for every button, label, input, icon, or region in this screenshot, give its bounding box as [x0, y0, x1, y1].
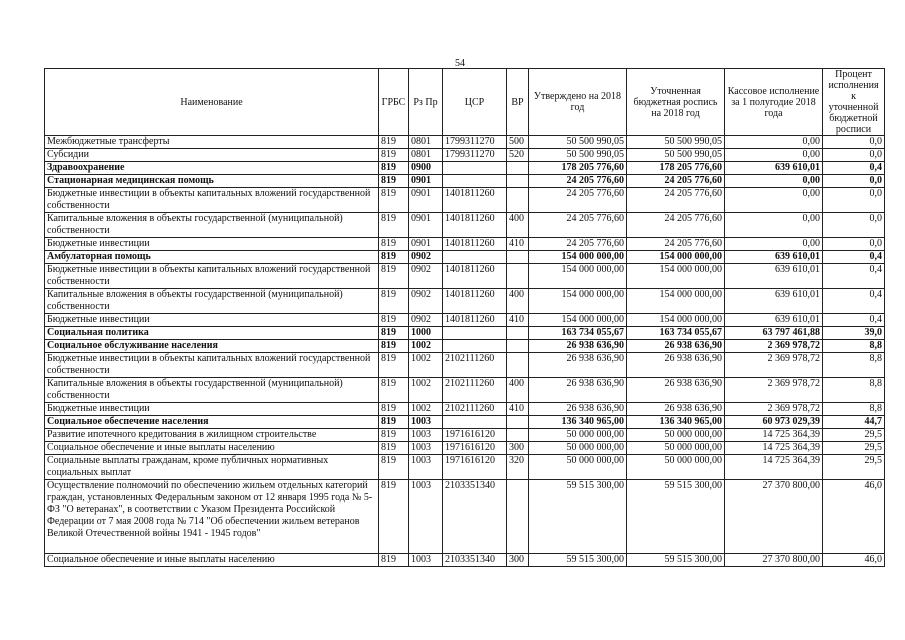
- table-row: [45, 289, 885, 314]
- cell-vr: [507, 353, 529, 378]
- cell-cash: 2 369 978,72: [725, 340, 823, 353]
- table-row: [45, 480, 885, 554]
- table-row: [45, 378, 885, 403]
- cell-rzpr: 0901: [409, 238, 443, 251]
- cell-rzpr: 0801: [409, 149, 443, 162]
- table-row: [45, 353, 885, 378]
- cell-approved: 50 000 000,00: [529, 442, 627, 455]
- cell-name: Капитальные вложения в объекты государственной (муниципальной) собственности: [45, 378, 379, 403]
- cell-csr: 2102111260: [443, 353, 507, 378]
- cell-rzpr: 0901: [409, 188, 443, 213]
- cell-grbs: 819: [379, 554, 409, 567]
- cell-pct: 0,4: [823, 314, 885, 327]
- cell-pct: 29,5: [823, 455, 885, 480]
- table-row: [45, 136, 885, 149]
- cell-rzpr: 0900: [409, 162, 443, 175]
- cell-cash: 639 610,01: [725, 264, 823, 289]
- cell-refined: 50 000 000,00: [627, 429, 725, 442]
- cell-csr: 1401811260: [443, 213, 507, 238]
- cell-vr: 300: [507, 442, 529, 455]
- cell-vr: 500: [507, 136, 529, 149]
- cell-name: Социальное обеспечение и иные выплаты населению: [45, 554, 379, 567]
- table-row: [45, 149, 885, 162]
- cell-approved: 154 000 000,00: [529, 251, 627, 264]
- cell-cash: 2 369 978,72: [725, 353, 823, 378]
- table-row: [45, 327, 885, 340]
- cell-name: Бюджетные инвестиции: [45, 238, 379, 251]
- cell-rzpr: 0901: [409, 175, 443, 188]
- cell-approved: 24 205 776,60: [529, 188, 627, 213]
- column-header-rzpr: Рз Пр: [409, 69, 443, 136]
- table-row: [45, 175, 885, 188]
- cell-approved: 178 205 776,60: [529, 162, 627, 175]
- cell-approved: 26 938 636,90: [529, 340, 627, 353]
- cell-name: Бюджетные инвестиции в объекты капитальных вложений государственной собственности: [45, 353, 379, 378]
- cell-refined: 178 205 776,60: [627, 162, 725, 175]
- cell-grbs: 819: [379, 314, 409, 327]
- cell-rzpr: 0902: [409, 264, 443, 289]
- cell-vr: [507, 327, 529, 340]
- table-body: [45, 136, 885, 567]
- cell-rzpr: 1002: [409, 403, 443, 416]
- cell-rzpr: 1003: [409, 455, 443, 480]
- cell-approved: 59 515 300,00: [529, 554, 627, 567]
- cell-refined: 59 515 300,00: [627, 554, 725, 567]
- cell-refined: 26 938 636,90: [627, 353, 725, 378]
- column-header-name: Наименование: [45, 69, 379, 136]
- table-row: [45, 429, 885, 442]
- cell-vr: 400: [507, 378, 529, 403]
- table-row: [45, 554, 885, 567]
- cell-cash: 0,00: [725, 175, 823, 188]
- cell-refined: 26 938 636,90: [627, 340, 725, 353]
- cell-rzpr: 1002: [409, 378, 443, 403]
- cell-vr: [507, 188, 529, 213]
- column-header-pct: Процент исполнения к уточненной бюджетной росписи: [823, 69, 885, 136]
- cell-refined: 24 205 776,60: [627, 188, 725, 213]
- table-row: [45, 251, 885, 264]
- cell-csr: 1799311270: [443, 149, 507, 162]
- cell-csr: 1799311270: [443, 136, 507, 149]
- cell-refined: 59 515 300,00: [627, 480, 725, 554]
- cell-refined: 24 205 776,60: [627, 213, 725, 238]
- cell-grbs: 819: [379, 455, 409, 480]
- cell-cash: 27 370 800,00: [725, 480, 823, 554]
- cell-approved: 26 938 636,90: [529, 378, 627, 403]
- cell-approved: 24 205 776,60: [529, 213, 627, 238]
- cell-vr: [507, 162, 529, 175]
- cell-name: Социальное обеспечение населения: [45, 416, 379, 429]
- cell-approved: 50 000 000,00: [529, 429, 627, 442]
- cell-cash: 639 610,01: [725, 162, 823, 175]
- cell-grbs: 819: [379, 213, 409, 238]
- cell-grbs: 819: [379, 353, 409, 378]
- cell-name: Амбулаторная помощь: [45, 251, 379, 264]
- cell-pct: 46,0: [823, 480, 885, 554]
- cell-pct: 0,0: [823, 175, 885, 188]
- column-header-refined: Уточненная бюджетная роспись на 2018 год: [627, 69, 725, 136]
- cell-cash: 2 369 978,72: [725, 403, 823, 416]
- cell-pct: 0,0: [823, 149, 885, 162]
- cell-cash: 2 369 978,72: [725, 378, 823, 403]
- cell-csr: [443, 251, 507, 264]
- cell-csr: 1971616120: [443, 455, 507, 480]
- cell-pct: 44,7: [823, 416, 885, 429]
- cell-approved: 154 000 000,00: [529, 289, 627, 314]
- cell-approved: 163 734 055,67: [529, 327, 627, 340]
- cell-vr: 400: [507, 289, 529, 314]
- cell-csr: [443, 340, 507, 353]
- cell-cash: 0,00: [725, 238, 823, 251]
- cell-cash: 27 370 800,00: [725, 554, 823, 567]
- cell-approved: 24 205 776,60: [529, 238, 627, 251]
- cell-cash: 0,00: [725, 136, 823, 149]
- cell-rzpr: 1000: [409, 327, 443, 340]
- cell-csr: 1971616120: [443, 442, 507, 455]
- table-row: [45, 416, 885, 429]
- cell-csr: 1401811260: [443, 289, 507, 314]
- cell-vr: [507, 480, 529, 554]
- cell-cash: 14 725 364,39: [725, 455, 823, 480]
- page-number: 54: [455, 58, 465, 69]
- cell-grbs: 819: [379, 238, 409, 251]
- cell-refined: 50 000 000,00: [627, 455, 725, 480]
- cell-refined: 154 000 000,00: [627, 251, 725, 264]
- table-row: [45, 213, 885, 238]
- cell-refined: 24 205 776,60: [627, 175, 725, 188]
- cell-refined: 136 340 965,00: [627, 416, 725, 429]
- cell-name: Здравоохранение: [45, 162, 379, 175]
- cell-approved: 136 340 965,00: [529, 416, 627, 429]
- cell-rzpr: 0801: [409, 136, 443, 149]
- cell-rzpr: 0902: [409, 251, 443, 264]
- cell-vr: [507, 175, 529, 188]
- cell-pct: 0,0: [823, 136, 885, 149]
- cell-refined: 26 938 636,90: [627, 378, 725, 403]
- cell-grbs: 819: [379, 289, 409, 314]
- cell-csr: 2102111260: [443, 378, 507, 403]
- cell-name: Бюджетные инвестиции в объекты капитальных вложений государственной собственности: [45, 188, 379, 213]
- cell-refined: 50 500 990,05: [627, 136, 725, 149]
- cell-pct: 46,0: [823, 554, 885, 567]
- cell-grbs: 819: [379, 442, 409, 455]
- cell-csr: 1401811260: [443, 238, 507, 251]
- table-row: [45, 264, 885, 289]
- cell-vr: 410: [507, 403, 529, 416]
- cell-name: Осуществление полномочий по обеспечению жильем отдельных категорий граждан, установленных Федеральным законом от 12 января 1995 года № 5-ФЗ "О ветеранах", в соответствии с Указом Президента Российской Федерации от 7 мая 2008 года № 714 "Об обеспечении жильем ветеранов Великой Отечественной войны 1941 - 1945 годов": [45, 480, 379, 554]
- table-row: [45, 340, 885, 353]
- cell-pct: 29,5: [823, 442, 885, 455]
- cell-rzpr: 1003: [409, 480, 443, 554]
- cell-rzpr: 1003: [409, 429, 443, 442]
- cell-pct: 0,4: [823, 162, 885, 175]
- cell-pct: 8,8: [823, 340, 885, 353]
- cell-name: Развитие ипотечного кредитования в жилищном строительстве: [45, 429, 379, 442]
- cell-cash: 14 725 364,39: [725, 442, 823, 455]
- table-row: [45, 188, 885, 213]
- cell-pct: 8,8: [823, 378, 885, 403]
- cell-pct: 8,8: [823, 353, 885, 378]
- cell-approved: 26 938 636,90: [529, 353, 627, 378]
- cell-grbs: 819: [379, 327, 409, 340]
- cell-name: Бюджетные инвестиции: [45, 403, 379, 416]
- cell-vr: 410: [507, 238, 529, 251]
- cell-csr: 1401811260: [443, 188, 507, 213]
- cell-cash: 63 797 461,88: [725, 327, 823, 340]
- cell-csr: [443, 416, 507, 429]
- cell-approved: 50 000 000,00: [529, 455, 627, 480]
- cell-approved: 154 000 000,00: [529, 264, 627, 289]
- cell-refined: 163 734 055,67: [627, 327, 725, 340]
- cell-name: Бюджетные инвестиции: [45, 314, 379, 327]
- cell-csr: 1401811260: [443, 314, 507, 327]
- cell-cash: 639 610,01: [725, 289, 823, 314]
- cell-approved: 50 500 990,05: [529, 136, 627, 149]
- cell-cash: 60 973 029,39: [725, 416, 823, 429]
- cell-vr: [507, 429, 529, 442]
- cell-name: Стационарная медицинская помощь: [45, 175, 379, 188]
- cell-grbs: 819: [379, 416, 409, 429]
- cell-cash: 639 610,01: [725, 251, 823, 264]
- cell-grbs: 819: [379, 136, 409, 149]
- cell-name: Социальные выплаты гражданам, кроме публичных нормативных социальных выплат: [45, 455, 379, 480]
- cell-approved: 50 500 990,05: [529, 149, 627, 162]
- cell-approved: 26 938 636,90: [529, 403, 627, 416]
- cell-name: Социальное обеспечение и иные выплаты населению: [45, 442, 379, 455]
- cell-pct: 0,0: [823, 238, 885, 251]
- column-header-grbs: ГРБС: [379, 69, 409, 136]
- column-header-cash: Кассовое исполнение за 1 полугодие 2018 года: [725, 69, 823, 136]
- cell-cash: 639 610,01: [725, 314, 823, 327]
- table-row: [45, 314, 885, 327]
- cell-rzpr: 1002: [409, 340, 443, 353]
- cell-grbs: 819: [379, 340, 409, 353]
- budget-execution-table: [44, 68, 885, 567]
- cell-cash: 0,00: [725, 188, 823, 213]
- cell-rzpr: 0902: [409, 289, 443, 314]
- cell-pct: 39,0: [823, 327, 885, 340]
- cell-approved: 154 000 000,00: [529, 314, 627, 327]
- table-header-row: [45, 69, 885, 136]
- cell-approved: 59 515 300,00: [529, 480, 627, 554]
- cell-rzpr: 0902: [409, 314, 443, 327]
- cell-pct: 0,4: [823, 289, 885, 314]
- cell-grbs: 819: [379, 175, 409, 188]
- cell-vr: 410: [507, 314, 529, 327]
- cell-grbs: 819: [379, 264, 409, 289]
- cell-csr: 2103351340: [443, 554, 507, 567]
- cell-pct: 0,4: [823, 264, 885, 289]
- cell-name: Субсидии: [45, 149, 379, 162]
- cell-name: Социальная политика: [45, 327, 379, 340]
- cell-cash: 0,00: [725, 213, 823, 238]
- cell-refined: 50 500 990,05: [627, 149, 725, 162]
- cell-refined: 154 000 000,00: [627, 289, 725, 314]
- cell-pct: 0,0: [823, 188, 885, 213]
- cell-grbs: 819: [379, 162, 409, 175]
- cell-vr: [507, 416, 529, 429]
- cell-vr: [507, 264, 529, 289]
- cell-pct: 29,5: [823, 429, 885, 442]
- table-row: [45, 455, 885, 480]
- column-header-csr: ЦСР: [443, 69, 507, 136]
- table-row: [45, 403, 885, 416]
- cell-csr: 2103351340: [443, 480, 507, 554]
- table-row: [45, 442, 885, 455]
- cell-vr: 400: [507, 213, 529, 238]
- cell-csr: [443, 327, 507, 340]
- cell-vr: 300: [507, 554, 529, 567]
- cell-rzpr: 1003: [409, 442, 443, 455]
- cell-grbs: 819: [379, 149, 409, 162]
- cell-pct: 0,0: [823, 213, 885, 238]
- cell-refined: 50 000 000,00: [627, 442, 725, 455]
- cell-pct: 8,8: [823, 403, 885, 416]
- column-header-approved: Утверждено на 2018 год: [529, 69, 627, 136]
- cell-rzpr: 1003: [409, 554, 443, 567]
- cell-name: Капитальные вложения в объекты государственной (муниципальной) собственности: [45, 289, 379, 314]
- cell-pct: 0,4: [823, 251, 885, 264]
- cell-refined: 154 000 000,00: [627, 264, 725, 289]
- cell-refined: 26 938 636,90: [627, 403, 725, 416]
- cell-csr: [443, 162, 507, 175]
- cell-csr: 1401811260: [443, 264, 507, 289]
- cell-vr: [507, 251, 529, 264]
- cell-name: Межбюджетные трансферты: [45, 136, 379, 149]
- cell-vr: 520: [507, 149, 529, 162]
- cell-rzpr: 1003: [409, 416, 443, 429]
- cell-csr: [443, 175, 507, 188]
- cell-rzpr: 0901: [409, 213, 443, 238]
- cell-vr: 320: [507, 455, 529, 480]
- column-header-vr: ВР: [507, 69, 529, 136]
- cell-refined: 24 205 776,60: [627, 238, 725, 251]
- cell-name: Социальное обслуживание населения: [45, 340, 379, 353]
- cell-grbs: 819: [379, 480, 409, 554]
- cell-cash: 14 725 364,39: [725, 429, 823, 442]
- table-row: [45, 162, 885, 175]
- cell-grbs: 819: [379, 429, 409, 442]
- cell-grbs: 819: [379, 251, 409, 264]
- cell-csr: 1971616120: [443, 429, 507, 442]
- cell-cash: 0,00: [725, 149, 823, 162]
- cell-rzpr: 1002: [409, 353, 443, 378]
- cell-grbs: 819: [379, 378, 409, 403]
- cell-approved: 24 205 776,60: [529, 175, 627, 188]
- table-row: [45, 238, 885, 251]
- cell-name: Бюджетные инвестиции в объекты капитальных вложений государственной собственности: [45, 264, 379, 289]
- cell-grbs: 819: [379, 188, 409, 213]
- cell-name: Капитальные вложения в объекты государственной (муниципальной) собственности: [45, 213, 379, 238]
- cell-grbs: 819: [379, 403, 409, 416]
- cell-csr: 2102111260: [443, 403, 507, 416]
- cell-vr: [507, 340, 529, 353]
- cell-refined: 154 000 000,00: [627, 314, 725, 327]
